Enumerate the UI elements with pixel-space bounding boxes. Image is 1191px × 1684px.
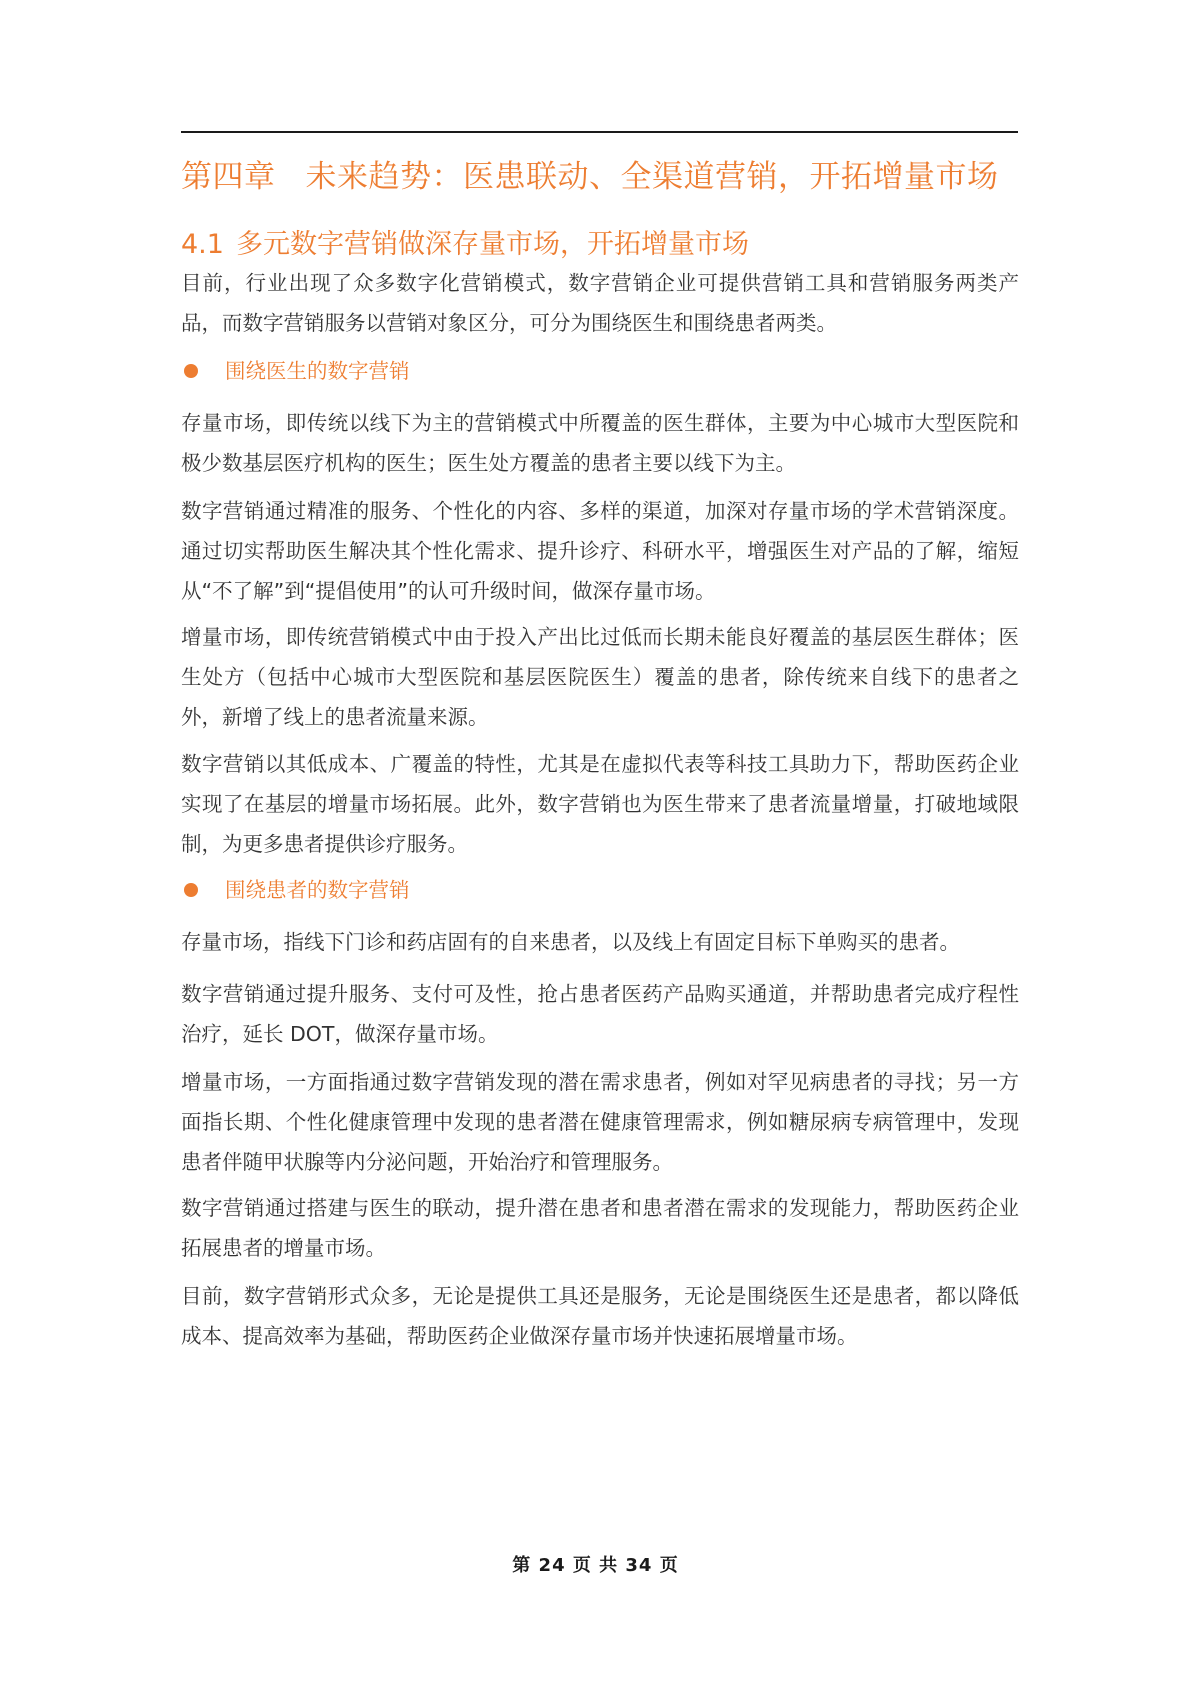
section-title: [181, 226, 1021, 264]
chapter-number: 第四章: [181, 159, 276, 195]
bullet-doctor-label: 围绕医生的数字营销: [225, 359, 410, 383]
bullet-patient-label: 围绕患者的数字营销: [225, 878, 410, 902]
chapter-heading: 未来趋势：医患联动、全渠道营销，开拓增量市场: [305, 159, 999, 195]
patient-paragraph-3: 增量市场，一方面指通过数字营销发现的潜在需求患者，例如对罕见病患者的寻找；另一方面指长期、个性化健康管理中发现的患者潜在健康管理需求，例如糖尿病专病管理中，发现患者伴随甲状腺等内分泌问题，开始治疗和管理服务。: [181, 1070, 1019, 1174]
doctor-paragraph-4: 数字营销以其低成本、广覆盖的特性，尤其是在虚拟代表等科技工具助力下，帮助医药企业实现了在基层的增量市场拓展。此外，数字营销也为医生带来了患者流量增量，打破地域限制，为更多患者提供诊疗服务。: [181, 752, 1019, 856]
bullet-dot-icon: [184, 364, 198, 378]
intro-paragraph: 目前，行业出现了众多数字化营销模式，数字营销企业可提供营销工具和营销服务两类产品，而数字营销服务以营销对象区分，可分为围绕医生和围绕患者两类。: [181, 271, 1019, 335]
section-number: 4.1: [181, 229, 224, 260]
bullet-patient: [181, 870, 1019, 910]
bullet-dot-icon: [184, 883, 198, 897]
doctor-paragraph-2: 数字营销通过精准的服务、个性化的内容、多样的渠道，加深对存量市场的学术营销深度。通过切实帮助医生解决其个性化需求、提升诊疗、科研水平，增强医生对产品的了解，缩短从“不了解”到“提倡使用”的认可升级时间，做深存量市场。: [181, 499, 1019, 603]
doctor-paragraph-3: 增量市场，即传统营销模式中由于投入产出比过低而长期未能良好覆盖的基层医生群体；医生处方（包括中心城市大型医院和基层医院医生）覆盖的患者，除传统来自线下的患者之外，新增了线上的患者流量来源。: [181, 625, 1019, 729]
patient-paragraph-1: 存量市场，指线下门诊和药店固有的自来患者，以及线上有固定目标下单购买的患者。: [181, 930, 960, 954]
page-number: 第 24 页 共 34 页: [512, 1555, 679, 1576]
conclusion-paragraph: 目前，数字营销形式众多，无论是提供工具还是服务，无论是围绕医生还是患者，都以降低成本、提高效率为基础，帮助医药企业做深存量市场并快速拓展增量市场。: [181, 1284, 1019, 1348]
section-heading: 多元数字营销做深存量市场，开拓增量市场: [235, 229, 749, 260]
patient-paragraph-2: 数字营销通过提升服务、支付可及性，抢占患者医药产品购买通道，并帮助患者完成疗程性治疗，延长 DOT，做深存量市场。: [181, 982, 1019, 1046]
chapter-title: [181, 155, 1021, 199]
doctor-paragraph-1: 存量市场，即传统以线下为主的营销模式中所覆盖的医生群体，主要为中心城市大型医院和极少数基层医疗机构的医生；医生处方覆盖的患者主要以线下为主。: [181, 411, 1019, 475]
header-rule: [181, 131, 1018, 133]
patient-paragraph-4: 数字营销通过搭建与医生的联动，提升潜在患者和患者潜在需求的发现能力，帮助医药企业拓展患者的增量市场。: [181, 1196, 1019, 1260]
bullet-doctor: [181, 351, 1019, 391]
